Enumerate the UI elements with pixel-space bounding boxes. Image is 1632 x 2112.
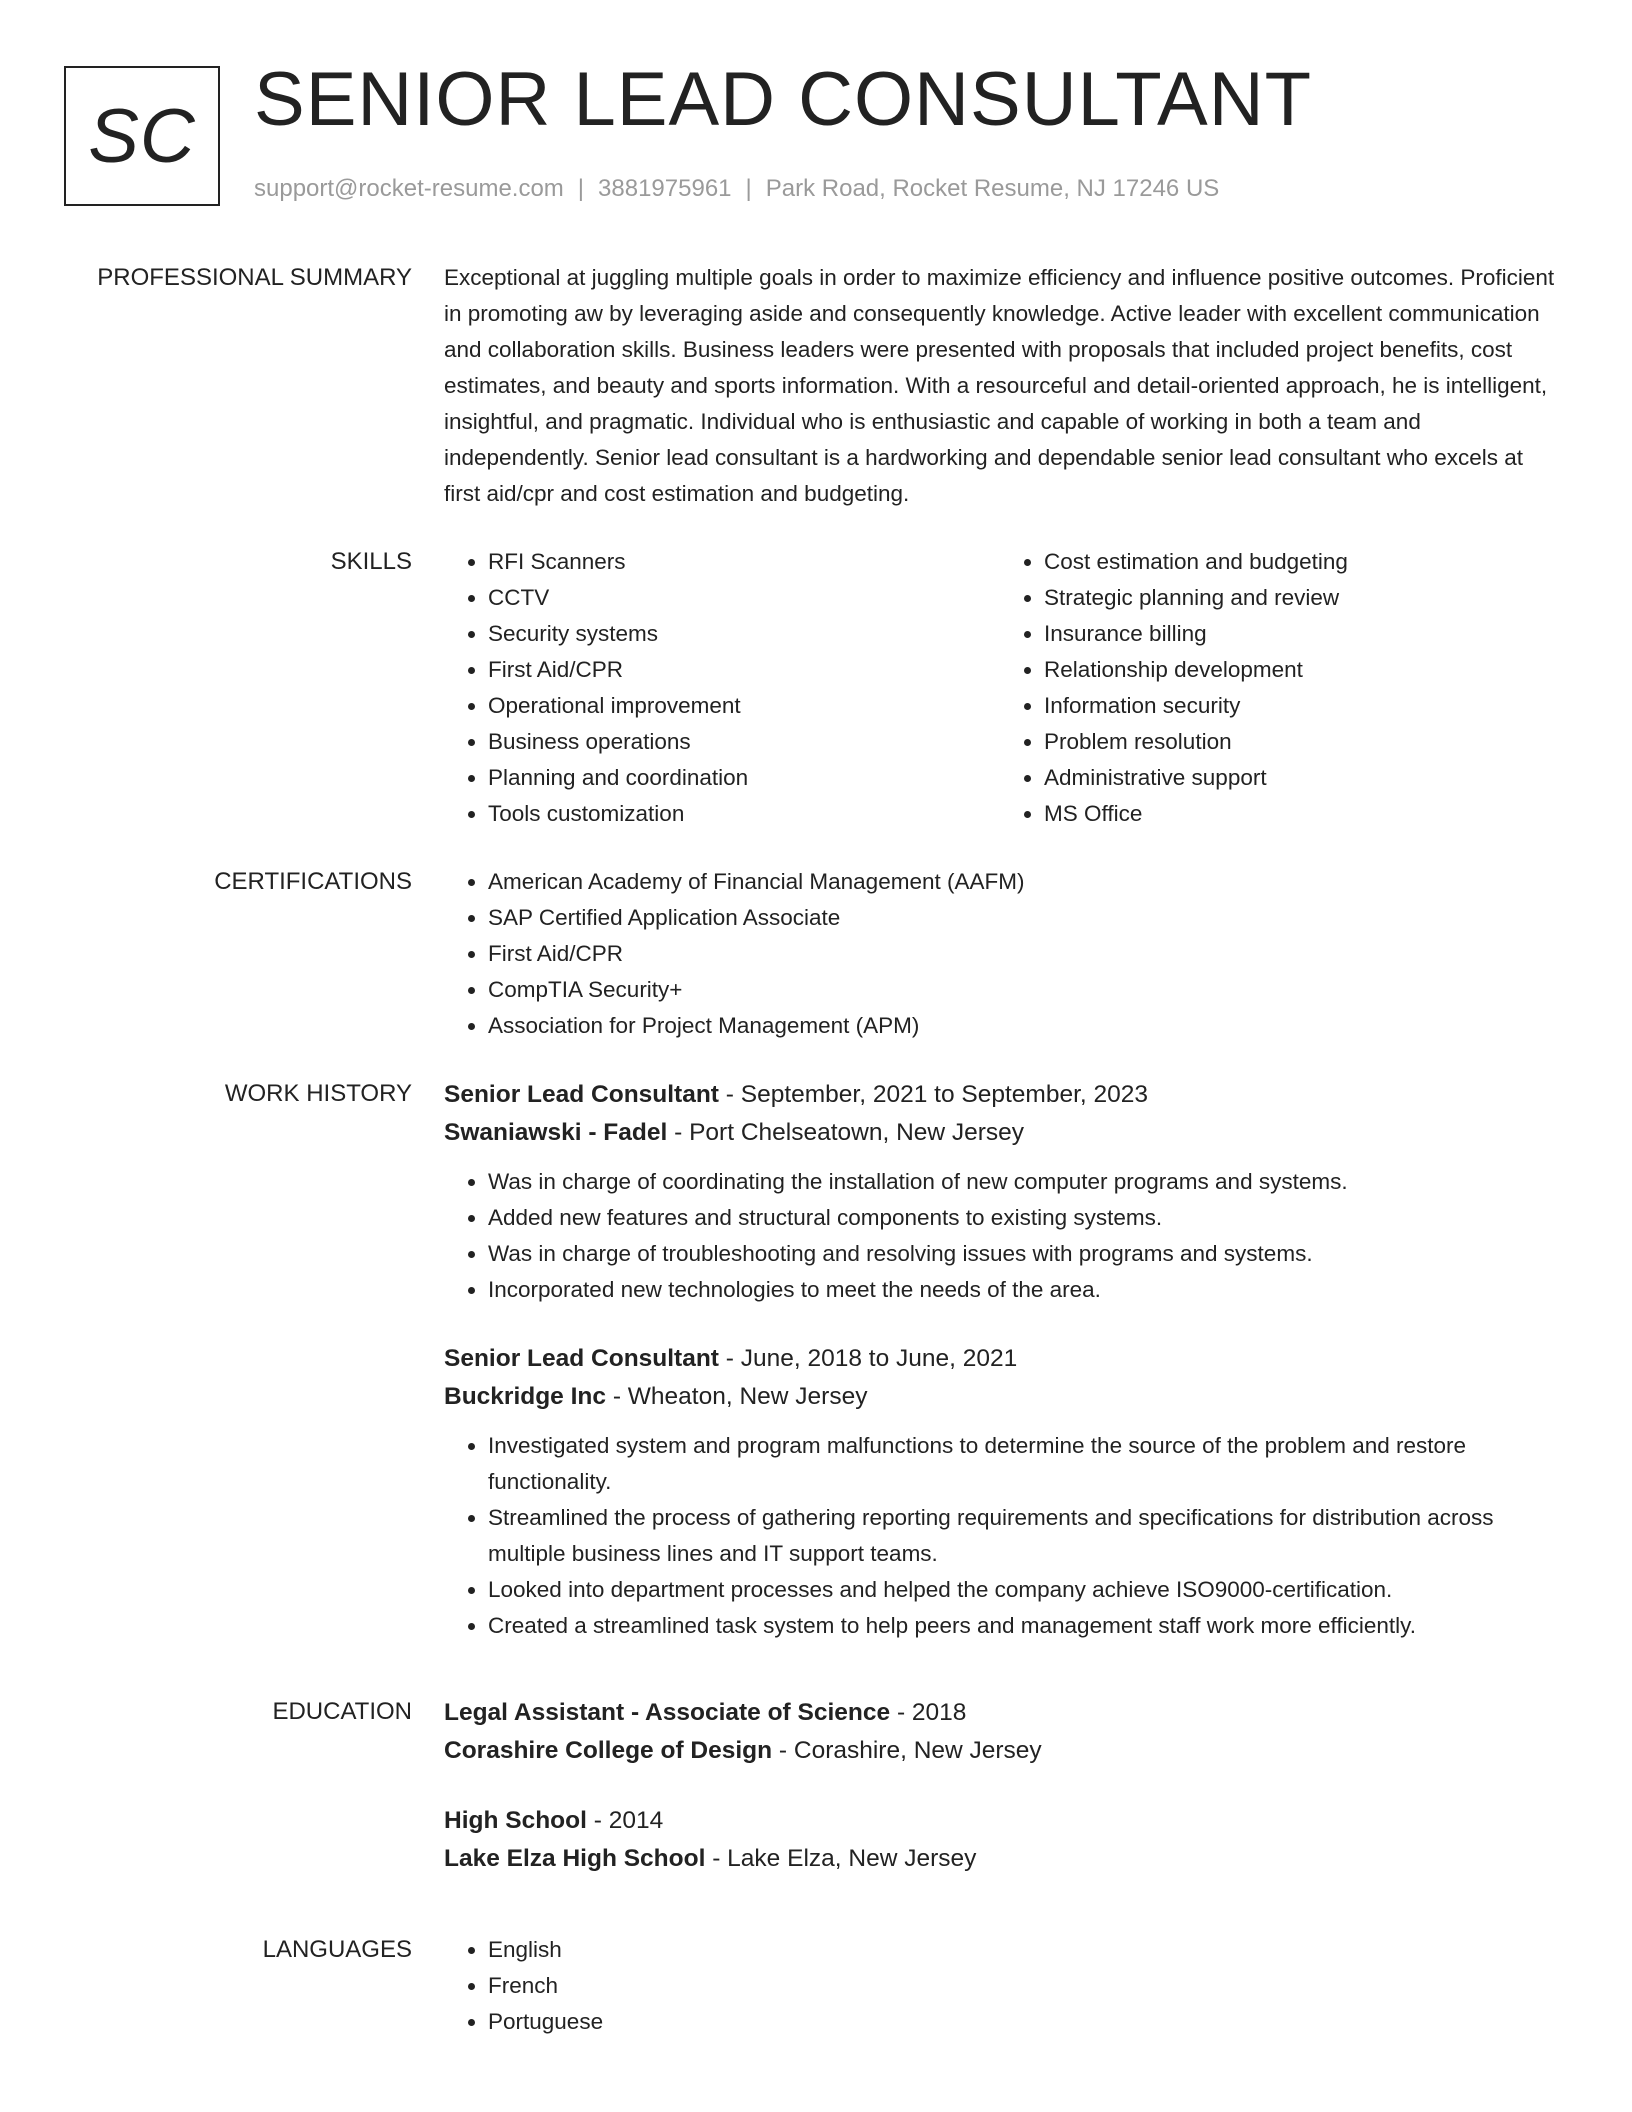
skill-item: • Information security [1044,688,1556,724]
section-label: PROFESSIONAL SUMMARY [97,264,412,291]
skill-item: • Tools customization [488,796,1000,832]
skill-item: • Administrative support [1044,760,1556,796]
skill-item: • Cost estimation and budgeting [1044,544,1556,580]
skill-item: • Operational improvement [488,688,1000,724]
contact-address: Park Road, Rocket Resume, NJ 17246 US [765,175,1220,202]
job-bullets [444,1428,1556,1644]
education-entry [444,1802,1556,1878]
section-label: CERTIFICATIONS [214,868,412,895]
contact-phone[interactable]: 3881975961 [598,175,732,202]
job-location: - Wheaton, New Jersey [606,1383,868,1410]
job-dates: - September, 2021 to September, 2023 [718,1081,1149,1108]
education-entry [444,1694,1556,1770]
certifications-list [444,864,1556,1044]
job-dates: - June, 2018 to June, 2021 [718,1345,1018,1372]
skills-list-right [1000,544,1556,832]
skill-item: • MS Office [1044,796,1556,832]
job-title-line [444,1340,1556,1378]
language-item: • Portuguese [488,2004,1556,2040]
certifications-section [0,864,1632,1044]
skill-item: • Business operations [488,724,1000,760]
resume-content [0,260,1632,2072]
languages-list [444,1932,1556,2040]
job-bullet: • Was in charge of troubleshooting and resolving issues with programs and systems. [488,1236,1556,1272]
skills-list-left [444,544,1000,832]
education-school-line [444,1840,1556,1878]
section-label: EDUCATION [272,1698,412,1725]
monogram-initials: SC [88,93,196,179]
certification-item: • Association for Project Management (APM) [488,1008,1556,1044]
education-section [0,1694,1632,1900]
skill-item: • RFI Scanners [488,544,1000,580]
job-bullet: • Investigated system and program malfunctions to determine the source of the problem and restore functionality. [488,1428,1556,1500]
job-entry [444,1076,1556,1308]
language-item: • English [488,1932,1556,1968]
education-school: Lake Elza High School [444,1845,706,1872]
skill-item: • Strategic planning and review [1044,580,1556,616]
skill-item: • CCTV [488,580,1000,616]
resume-title: SENIOR LEAD CONSULTANT [254,57,1313,142]
contact-separator: | [577,175,585,202]
skill-item: • Insurance billing [1044,616,1556,652]
education-degree: Legal Assistant - Associate of Science [444,1699,891,1726]
skill-item: • Security systems [488,616,1000,652]
contact-separator: | [745,175,752,202]
job-bullet: • Incorporated new technologies to meet the needs of the area. [488,1272,1556,1308]
section-label: WORK HISTORY [224,1080,412,1107]
skill-item: • Planning and coordination [488,760,1000,796]
education-year: - 2018 [890,1699,967,1726]
skill-item: • Problem resolution [1044,724,1556,760]
certification-item: • CompTIA Security+ [488,972,1556,1008]
certification-item: • SAP Certified Application Associate [488,900,1556,936]
job-title-line [444,1076,1556,1114]
job-company-line [444,1114,1556,1152]
section-label: SKILLS [330,548,412,575]
skills-section [0,544,1632,832]
contact-email[interactable]: support@rocket-resume.com [254,175,564,202]
contact-line [254,175,1219,203]
education-year: - 2014 [586,1807,664,1834]
language-item: • French [488,1968,1556,2004]
job-bullet: • Created a streamlined task system to help peers and management staff work more efficiently. [488,1608,1556,1644]
job-company: Buckridge Inc [444,1383,607,1410]
education-school-line [444,1732,1556,1770]
section-label: LANGUAGES [262,1936,412,1963]
skill-item: • Relationship development [1044,652,1556,688]
education-location: - Corashire, New Jersey [772,1737,1042,1764]
job-bullet: • Was in charge of coordinating the installation of new computer programs and systems. [488,1164,1556,1200]
skill-item: • First Aid/CPR [488,652,1000,688]
job-bullets [444,1164,1556,1308]
job-title: Senior Lead Consultant [444,1345,719,1372]
certification-item: • American Academy of Financial Management (AAFM) [488,864,1556,900]
job-entry [444,1340,1556,1644]
job-bullet: • Looked into department processes and helped the company achieve ISO9000-certification. [488,1572,1556,1608]
education-degree: High School [444,1807,587,1834]
work-history-section [0,1076,1632,1662]
summary-text: Exceptional at juggling multiple goals in order to maximize efficiency and influence positive outcomes. Proficient in promoting aw by leveraging aside and consequently knowledge. Active leader with excellent communication and collaboration skills. Business leaders were presented with proposals that included project benefits, cost estimates, and beauty and sports information. With a resourceful and detail-oriented approach, he is intelligent, insightful, and pragmatic. Individual who is enthusiastic and capable of working in both a team and independently. Senior lead consultant is a hardworking and dependable senior lead consultant who excels at first aid/cpr and cost estimation and budgeting. [444,265,1555,506]
job-bullet: • Streamlined the process of gathering reporting requirements and specifications for distribution across multiple business lines and IT support teams. [488,1500,1556,1572]
education-location: - Lake Elza, New Jersey [705,1845,977,1872]
job-location: - Port Chelseatown, New Jersey [667,1119,1025,1146]
job-company-line [444,1378,1556,1416]
job-bullet: • Added new features and structural components to existing systems. [488,1200,1556,1236]
summary-section [0,260,1632,512]
job-title: Senior Lead Consultant [444,1081,719,1108]
certification-item: • First Aid/CPR [488,936,1556,972]
monogram-badge [64,66,220,206]
education-degree-line [444,1802,1556,1840]
languages-section [0,1932,1632,2040]
education-degree-line [444,1694,1556,1732]
education-school: Corashire College of Design [444,1737,773,1764]
job-company: Swaniawski - Fadel [444,1119,668,1146]
